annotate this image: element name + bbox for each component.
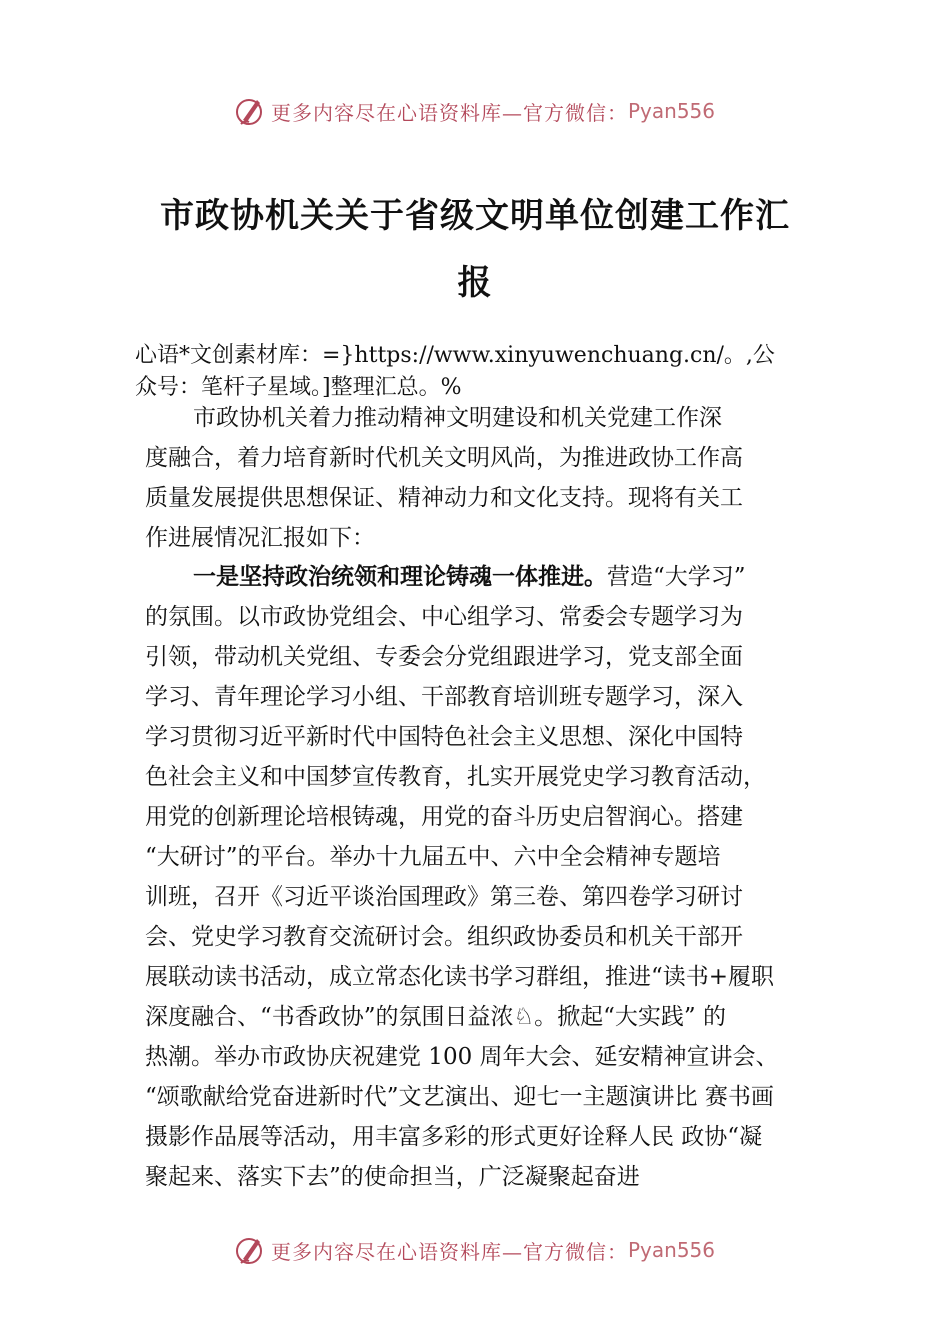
footer-banner <box>0 1233 950 1267</box>
paragraph-line: 市政协机关着力推动精神文明建设和机关党建工作深 <box>193 405 722 431</box>
paragraph-line: 度融合，着力培育新时代机关文明风尚，为推进政协工作高 <box>145 445 743 471</box>
quill-logo-icon <box>235 94 265 128</box>
document-title-line2: 报 <box>457 263 493 303</box>
header-banner <box>0 94 950 128</box>
section-heading: 一是坚持政治统领和理论铸魂一体推进。 <box>193 564 607 590</box>
paragraph-line: 的氛围。以市政协党组会、中心组学习、常委会专题学习为 <box>145 604 743 630</box>
paragraph-line: 摄影作品展等活动，用丰富多彩的形式更好诠释人民 政协“凝 <box>145 1124 763 1150</box>
paragraph-line: 深度融合、“书香政协”的氛围日益浓♘。掀起“大实践” 的 <box>145 1004 726 1030</box>
paragraph-line: 引领，带动机关党组、专委会分党组跟进学习，党支部全面 <box>145 644 743 670</box>
intro-paragraph <box>145 398 835 558</box>
paragraph-line: 作进展情况汇报如下： <box>145 525 375 551</box>
wechat-id: Pyan556 <box>627 99 715 123</box>
banner-text: 更多内容尽在心语资料库—官方微信： <box>270 100 628 125</box>
paragraph-line: 聚起来、落实下去”的使命担当，广泛凝聚起奋进 <box>145 1164 640 1190</box>
paragraph-line: 用党的创新理论培根铸魂，用党的奋斗历史启智润心。搭建 <box>145 804 743 830</box>
paragraph-line: 训班，召开《习近平谈治国理政》第三卷、第四卷学习研讨 <box>145 884 743 910</box>
source-line: 众号：笔杆子星域。]整理汇总。% <box>135 375 462 400</box>
source-line: 心语*文创素材库：=}https://www.xinyuwenchuang.cn/。,公 <box>135 343 775 368</box>
paragraph-line: “大研讨”的平台。举办十九届五中、六中全会精神专题培 <box>145 844 721 870</box>
paragraph-line: 展联动读书活动，成立常态化读书学习群组，推进“读书+履职 <box>145 964 775 990</box>
document-title-line1: 市政协机关关于省级文明单位创建工作汇 <box>160 196 790 236</box>
paragraph-line <box>145 557 835 597</box>
heading-rest: 营造“大学习” <box>607 564 746 590</box>
paragraph-line: 色社会主义和中国梦宣传教育，扎实开展党史学习教育活动， <box>145 764 766 790</box>
quill-logo-icon <box>235 1233 265 1267</box>
paragraph-line: “颂歌献给党奋进新时代”文艺演出、迎七一主题演讲比 赛书画 <box>145 1084 774 1110</box>
banner-text: 更多内容尽在心语资料库—官方微信： <box>270 1239 628 1264</box>
paragraph-line: 质量发展提供思想保证、精神动力和文化支持。现将有关工 <box>145 485 743 511</box>
wechat-id: Pyan556 <box>627 1238 715 1262</box>
paragraph-line: 学习、青年理论学习小组、干部教育培训班专题学习，深入 <box>145 684 743 710</box>
paragraph-line: 热潮。举办市政协庆祝建党 100 周年大会、延安精神宣讲会、 <box>145 1044 779 1070</box>
source-note <box>135 340 835 404</box>
paragraph-line: 学习贯彻习近平新时代中国特色社会主义思想、深化中国特 <box>145 724 743 750</box>
section-one-paragraph <box>145 557 835 1197</box>
paragraph-line: 会、党史学习教育交流研讨会。组织政协委员和机关干部开 <box>145 924 743 950</box>
